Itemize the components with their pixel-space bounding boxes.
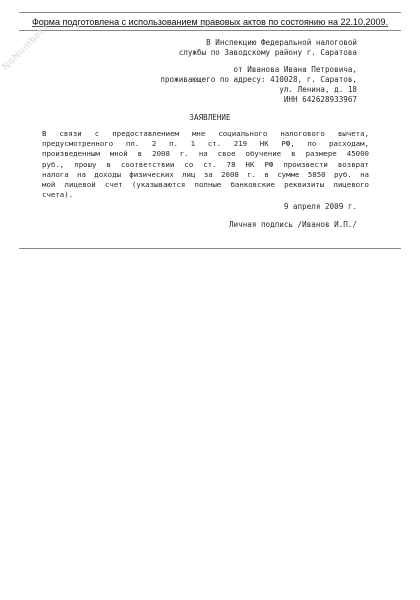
body-line: произведенным мной в 2008 г. на свое обучение в размере 45000 (42, 149, 369, 159)
document-title: ЗАЯВЛЕНИЕ (189, 113, 231, 122)
signature-line: Личная подпись /Иванов И.П./ (228, 220, 357, 229)
sender-address: проживающего по адресу: 410028, г. Саратов, (160, 75, 357, 84)
sender-inn: ИНН 642628933967 (283, 95, 357, 104)
body-line: предусмотренного пп. 2 п. 1 ст. 219 НК РФ, по расходам, (42, 139, 369, 149)
body-line: мой лицевой счет (указываются полные банковские реквизиты лицевого (42, 180, 369, 190)
sender-name: от Иванова Ивана Петровича, (233, 65, 357, 74)
form-header-note: Форма подготовлена с использованием правовых актов по состоянию на 22.10.2009. (19, 12, 401, 31)
sender-street: ул. Ленина, д. 18 (279, 85, 357, 94)
watermark: NoNumber (0, 26, 47, 73)
document-date: 9 апреля 2009 г. (283, 202, 357, 211)
body-line: В связи с предоставлением мне социального налогового вычета, (42, 129, 369, 138)
body-line: руб., прошу в соответствии со ст. 78 НК РФ произвести возврат (42, 159, 369, 169)
addressee-line-2: службы по Заводскому району г. Саратова (178, 48, 357, 57)
bottom-divider (19, 248, 401, 249)
statement-body (42, 129, 369, 200)
body-line: счета). (42, 190, 74, 200)
body-line: налога на доходы физических лиц за 2008 г. в сумме 5850 руб. на (42, 169, 369, 179)
addressee-line-1: В Инспекцию Федеральной налоговой (206, 38, 357, 47)
